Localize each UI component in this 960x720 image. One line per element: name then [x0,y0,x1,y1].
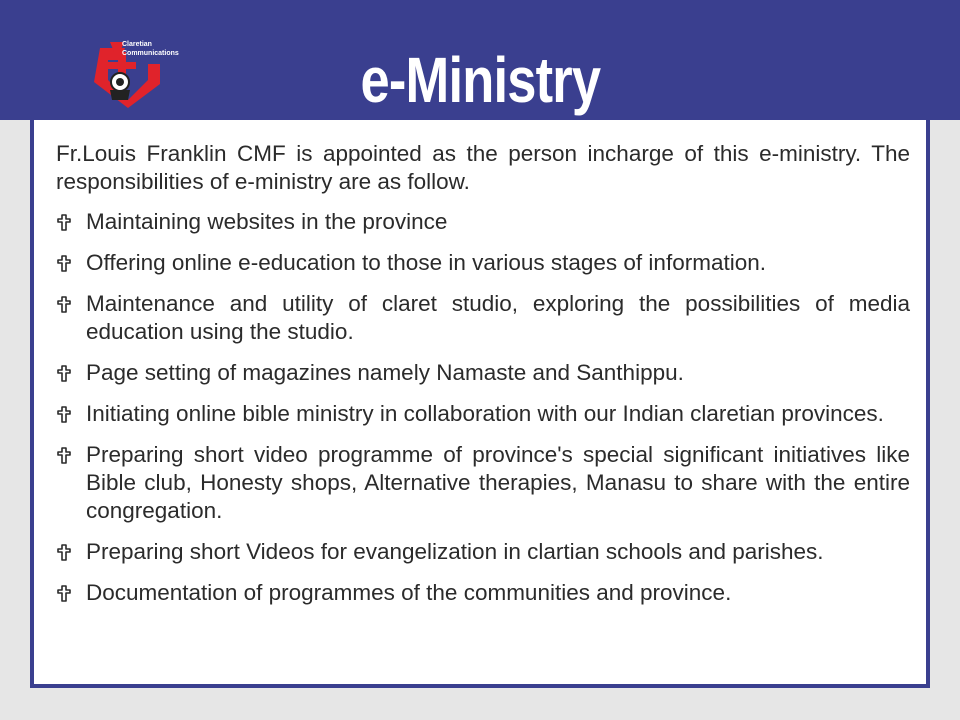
responsibilities-list [56,208,910,607]
header-band [0,0,960,120]
cross-bullet-icon [56,581,72,603]
intro-paragraph: Fr.Louis Franklin CMF is appointed as the person incharge of this e-ministry. The responsibilities of e-ministry are as follow. [56,141,910,194]
cross-bullet-icon [56,361,72,383]
list-item [56,359,910,387]
list-item [56,400,910,428]
list-item-text: Documentation of programmes of the communities and province. [86,580,732,605]
list-item [56,208,910,236]
cross-bullet-icon [56,210,72,232]
list-item-text: Preparing short video programme of province's special significant initiatives like Bible club, Honesty shops, Alternative therapies, Manasu to share with the entire congregation. [86,442,910,523]
logo-text-line2: Communications [122,50,179,57]
cross-bullet-icon [56,443,72,465]
list-item [56,290,910,346]
list-item-text: Maintaining websites in the province [86,209,448,234]
list-item-text: Page setting of magazines namely Namaste and Santhippu. [86,360,684,385]
list-item-text: Maintenance and utility of claret studio, exploring the possibilities of media education using the studio. [86,291,910,344]
content-body [56,140,910,620]
cross-bullet-icon [56,251,72,273]
cross-bullet-icon [56,402,72,424]
list-item-text: Preparing short Videos for evangelization in clartian schools and parishes. [86,539,824,564]
list-item-text: Initiating online bible ministry in collaboration with our Indian claretian provinces. [86,401,884,426]
page-title: e-Ministry [360,44,601,116]
logo-text-line1: Claretian [122,41,152,48]
list-item [56,538,910,566]
cross-bullet-icon [56,292,72,314]
list-item [56,441,910,525]
list-item-text: Offering online e-education to those in various stages of information. [86,250,766,275]
content-panel [30,120,930,688]
list-item [56,249,910,277]
cross-bullet-icon [56,540,72,562]
list-item [56,579,910,607]
